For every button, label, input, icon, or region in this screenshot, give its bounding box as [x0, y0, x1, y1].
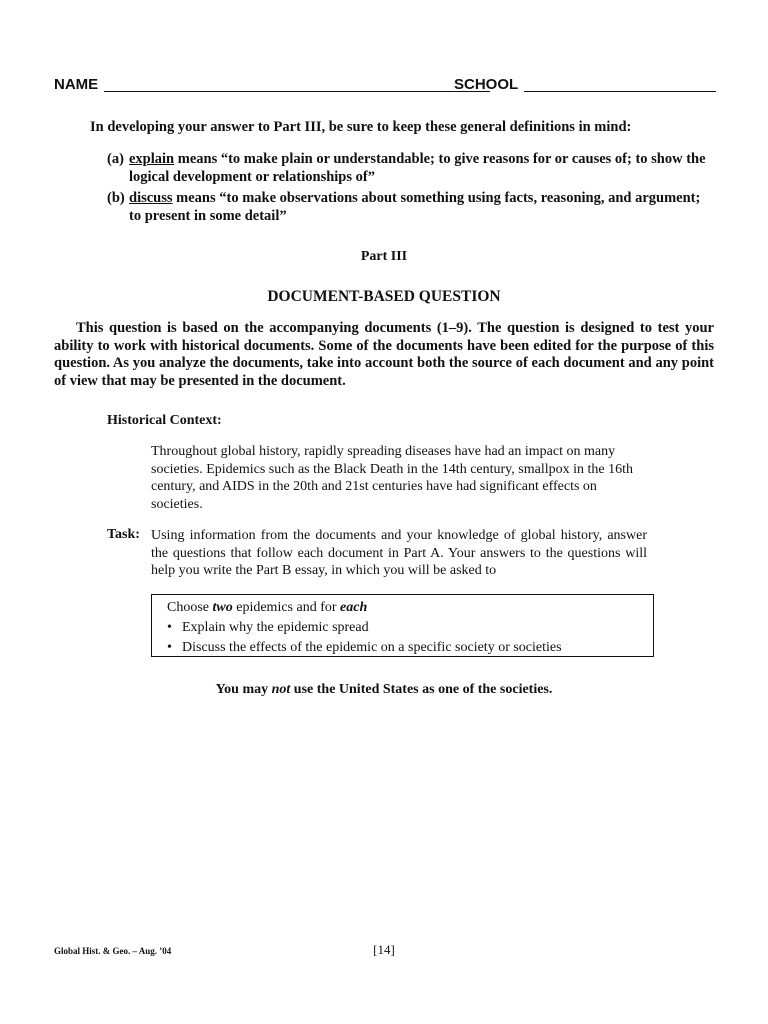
dbq-title: DOCUMENT-BASED QUESTION [267, 288, 501, 305]
historical-context-label: Historical Context: [107, 413, 222, 428]
task-text: Using information from the documents and your knowledge of global history, answer the questions that follow each document in Part A. Your answers to the questions will help you write the Part B essay, in which you will be asked to [151, 528, 647, 578]
final-note [0, 682, 768, 698]
dbq-instructions: This question is based on the accompanying documents (1–9). The question is designed to test your ability to work with historical documents. Some of the documents have been edited for the purpose of this question. As you analyze the documents, take into account both the source of each document and any point of view that may be presented in the document. [54, 320, 714, 389]
note-not: not [271, 682, 291, 697]
name-school-header [54, 76, 716, 96]
page-number: [14] [373, 942, 395, 957]
name-blank-line[interactable] [104, 91, 490, 92]
historical-context-text: Throughout global history, rapidly spreading diseases have had an impact on many societies. Epidemics such as the Black Death in the 14th century, smallpox in the 16th century, and AIDS in the 20th and 21st centuries have had significant effects on societies. [151, 444, 633, 512]
definitions-intro: In developing your answer to Part III, be sure to keep these general definitions in mind: [90, 119, 632, 135]
essay-prompt-box [151, 594, 654, 657]
bullet-dot-icon: • [167, 640, 172, 655]
part-label: Part III [360, 249, 408, 264]
prompt-bullet-text: Discuss the effects of the epidemic on a specific society or societies [182, 640, 562, 655]
school-label: SCHOOL [454, 76, 519, 93]
prompt-bullet-text: Explain why the epidemic spread [182, 620, 369, 635]
footer-exam-title: Global Hist. & Geo. – Aug. ’04 [54, 946, 172, 956]
definition-letter: (b) [107, 190, 125, 206]
prompt-mid: epidemics and for [232, 600, 341, 615]
prompt-pre: Choose [167, 600, 213, 615]
definitions-list [107, 150, 707, 228]
note-pre: You may [215, 682, 272, 697]
bullet-dot-icon: • [167, 620, 172, 635]
definition-term: explain [129, 151, 175, 167]
definition-text: means “to make observations about something using facts, reasoning, and argument; to present in some detail” [129, 190, 701, 224]
task-label: Task: [107, 527, 140, 542]
prompt-bullet [167, 638, 653, 658]
prompt-each: each [340, 600, 368, 615]
essay-prompt-heading [167, 598, 653, 618]
name-label: NAME [54, 76, 99, 93]
definition-discuss [107, 189, 707, 225]
school-blank-line[interactable] [524, 91, 716, 92]
definition-letter: (a) [107, 151, 124, 167]
definition-text: means “to make plain or understandable; to give reasons for or causes of; to show the logical development or relationships of” [129, 151, 706, 185]
prompt-bullet [167, 618, 653, 638]
definition-term: discuss [129, 190, 173, 206]
prompt-two: two [212, 600, 233, 615]
note-post: use the United States as one of the societies. [290, 682, 553, 697]
definition-explain [107, 150, 707, 186]
